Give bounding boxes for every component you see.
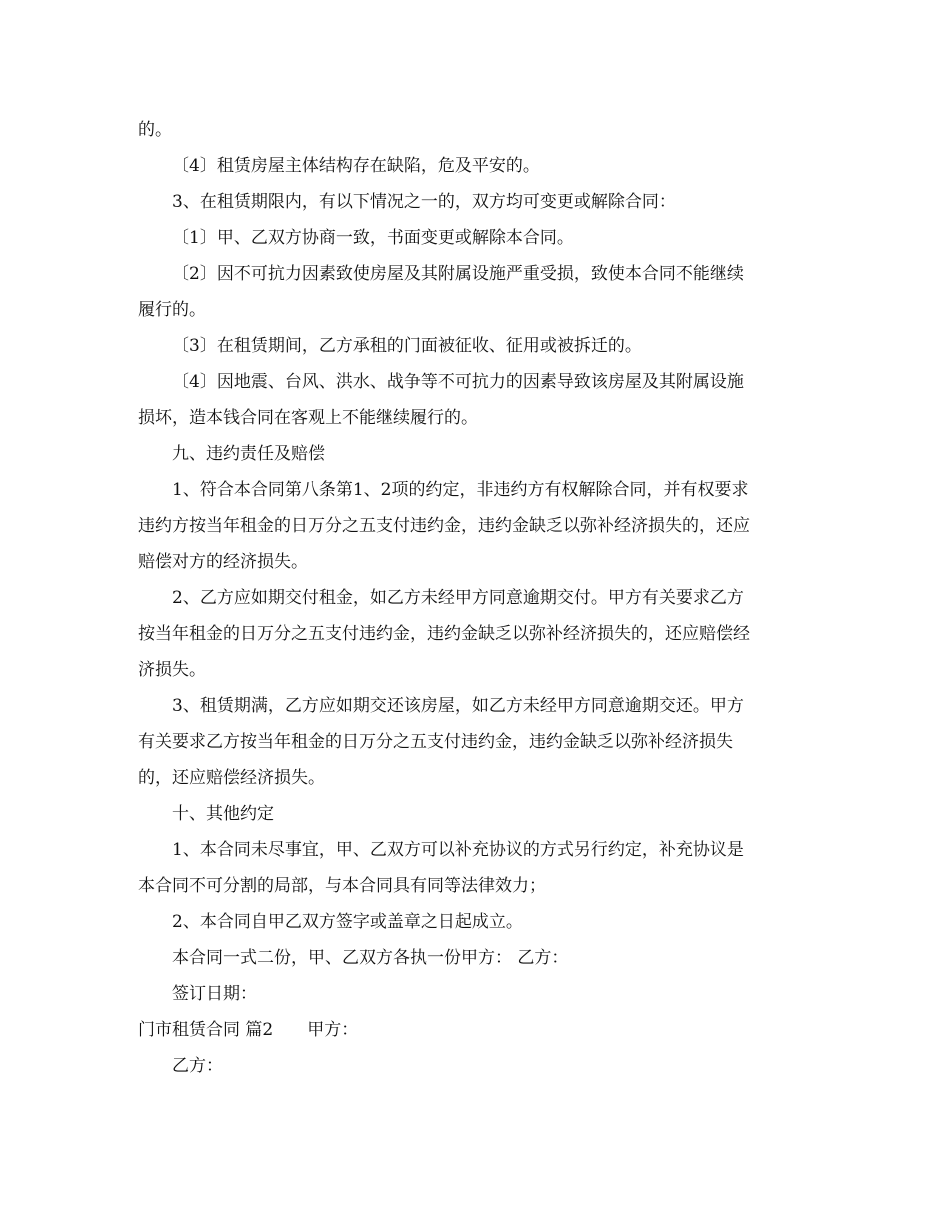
paragraph-line: 履行的。 — [138, 300, 206, 320]
paragraph-line: 损坏，造本钱合同在客观上不能继续履行的。 — [138, 408, 478, 428]
paragraph-line: 违约方按当年租金的日万分之五支付违约金，违约金缺乏以弥补经济损失的，还应 — [138, 516, 750, 536]
party-a-label: 甲方： — [307, 1020, 359, 1040]
document-body — [138, 112, 810, 1084]
paragraph-line: 1、符合本合同第八条第1、2项的约定，非违约方有权解除合同，并有权要求 — [172, 480, 749, 500]
paragraph-line: 有关要求乙方按当年租金的日万分之五支付违约金，违约金缺乏以弥补经济损失 — [138, 732, 733, 752]
paragraph-line: 2、本合同自甲乙双方签字或盖章之日起成立。 — [172, 912, 523, 932]
paragraph-line: 〔2〕因不可抗力因素致使房屋及其附属设施严重受损，致使本合同不能继续 — [172, 264, 744, 284]
paragraph-line: 3、租赁期满，乙方应如期交还该房屋，如乙方未经甲方同意逾期交还。甲方 — [172, 696, 744, 716]
paragraph-line: 〔1〕甲、乙双方协商一致，书面变更或解除本合同。 — [172, 228, 574, 248]
paragraph-line: 1、本合同未尽事宜，甲、乙双方可以补充协议的方式另行约定，补充协议是 — [172, 840, 744, 860]
contract-2-heading-line — [138, 1012, 810, 1048]
paragraph-line: 签订日期： — [172, 984, 257, 1004]
paragraph-line: 本合同不可分割的局部，与本合同具有同等法律效力； — [138, 876, 546, 896]
paragraph-line: 〔4〕租赁房屋主体结构存在缺陷，危及平安的。 — [172, 156, 540, 176]
party-b-label: 乙方： — [172, 1056, 223, 1076]
paragraph-line: 2、乙方应如期交付租金，如乙方未经甲方同意逾期交付。甲方有关要求乙方 — [172, 588, 744, 608]
paragraph-line: 的，还应赔偿经济损失。 — [138, 768, 325, 788]
paragraph-line: 的。 — [138, 120, 172, 140]
paragraph-line: 十、其他约定 — [172, 804, 274, 824]
paragraph-line: 赔偿对方的经济损失。 — [138, 552, 308, 572]
contract-2-title: 门市租赁合同 篇2 — [138, 1020, 274, 1040]
paragraph-line: 本合同一式二份，甲、乙双方各执一份甲方： 乙方： — [172, 948, 569, 968]
paragraph-line: 〔3〕在租赁期间，乙方承租的门面被征收、征用或被拆迁的。 — [172, 336, 642, 356]
paragraph-line: 3、在租赁期限内，有以下情况之一的，双方均可变更或解除合同： — [172, 192, 676, 212]
paragraph-line: 〔4〕因地震、台风、洪水、战争等不可抗力的因素导致该房屋及其附属设施 — [172, 372, 744, 392]
paragraph-list — [138, 112, 810, 1012]
paragraph-line: 九、违约责任及赔偿 — [172, 444, 325, 464]
paragraph-line: 济损失。 — [138, 660, 206, 680]
paragraph-line: 按当年租金的日万分之五支付违约金，违约金缺乏以弥补经济损失的，还应赔偿经 — [138, 624, 750, 644]
